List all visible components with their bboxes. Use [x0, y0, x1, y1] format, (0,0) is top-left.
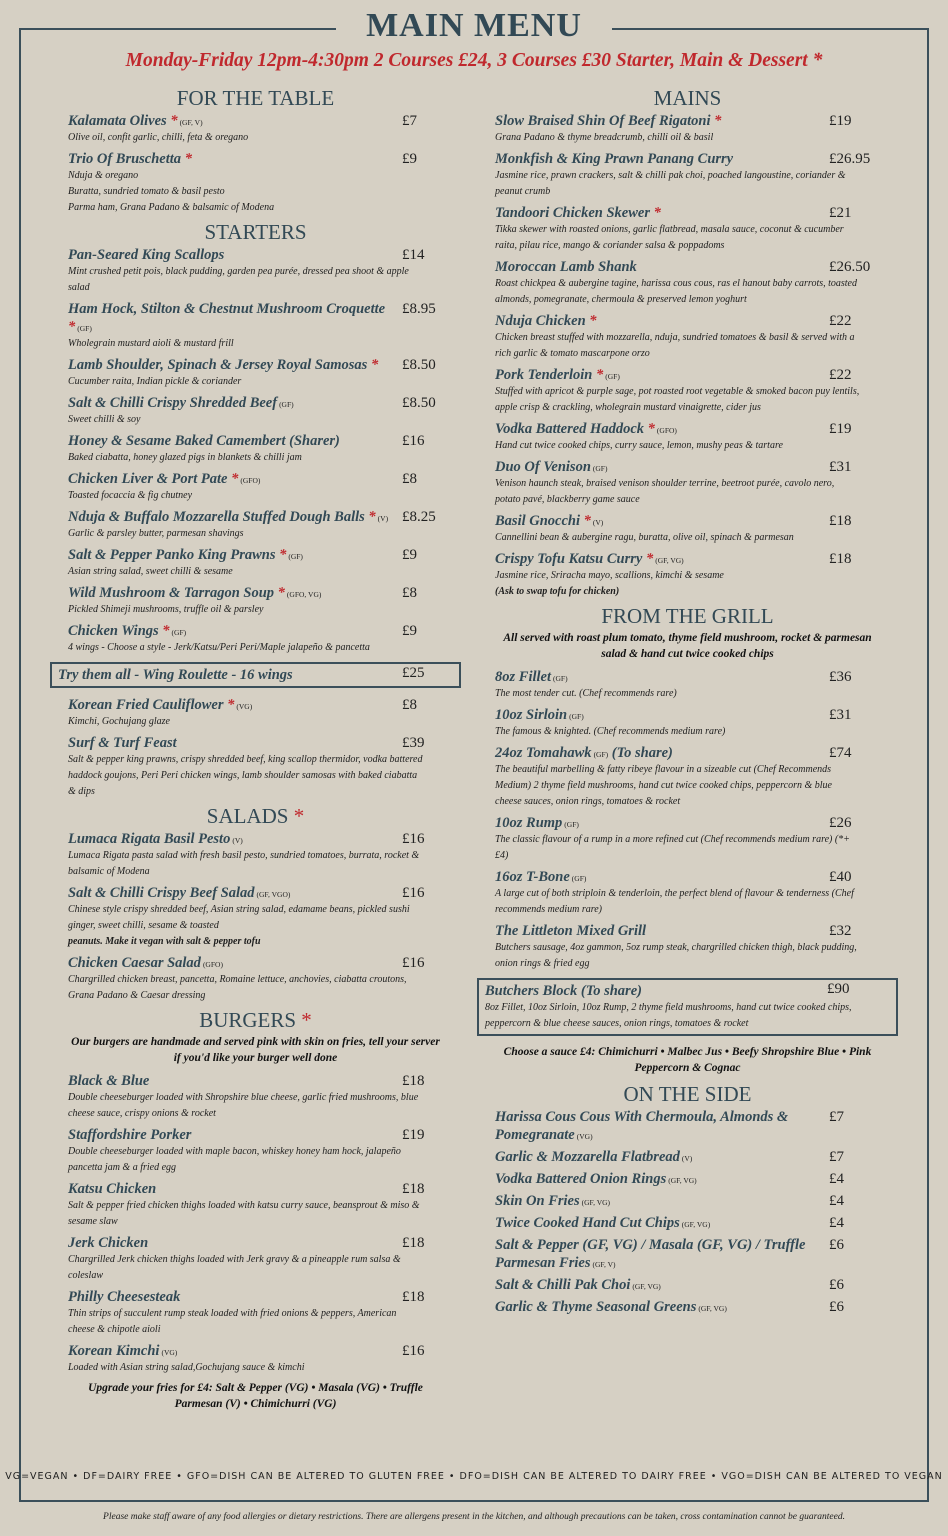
item-price: £26.95 — [829, 151, 871, 167]
dietary-tag: (GF) — [569, 712, 584, 721]
asterisk: * — [279, 547, 287, 563]
item-description: Chargrilled Jerk chicken thighs loaded with Jerk gravy & a pineapple rum salsa & coleslaw — [68, 1254, 401, 1281]
item-name: Korean Kimchi $^{(VG)}$ — [68, 1343, 178, 1359]
item-price: £16 — [402, 955, 425, 971]
item-name: Try them all - Wing Roulette - 16 wings — [58, 667, 293, 683]
dietary-tag: (GFO, VG) — [286, 590, 322, 599]
right-column — [485, 84, 880, 1320]
item-description: Pickled Shimeji mushrooms, truffle oil & parsley — [68, 604, 264, 615]
dietary-tag: (V) — [681, 1154, 693, 1163]
dietary-tag: (V) — [377, 514, 389, 523]
section-note: Upgrade your fries for £4: Salt & Pepper (VG) • Masala (VG) • Truffle Parmesan (V) • Chimichurri (VG) — [88, 1382, 423, 1410]
item-name: Moroccan Lamb Shank — [495, 259, 637, 275]
dietary-tag: (GF) — [571, 874, 587, 883]
item-name: Tandoori Chicken Skewer * — [495, 205, 661, 221]
item-note-text: (Ask to swap tofu for chicken) — [495, 586, 620, 597]
menu-item — [68, 394, 443, 428]
asterisk: * — [589, 313, 597, 329]
menu-item — [68, 432, 443, 466]
item-name: Slow Braised Shin Of Beef Rigatoni * — [495, 113, 722, 129]
menu-item — [495, 112, 880, 146]
item-price: £26 — [829, 815, 852, 831]
item-name: Monkfish & King Prawn Panang Curry — [495, 151, 734, 167]
item-price: £19 — [402, 1127, 425, 1143]
item-name: Ham Hock, Stilton & Chestnut Mushroom Croquette * $^{(GF)}$ — [68, 301, 386, 335]
item-price: £7 — [402, 113, 417, 129]
asterisk: * — [301, 1008, 312, 1032]
item-description: Olive oil, confit garlic, chilli, feta & oregano — [68, 132, 249, 143]
menu-item — [68, 622, 443, 656]
item-name: 16oz T-Bone $^{(GF)}$ — [495, 869, 587, 885]
item-name: 24oz Tomahawk $^{(GF)}$ (To share) — [495, 745, 673, 761]
item-name: Harissa Cous Cous With Chermoula, Almonds & Pomegranate $^{(VG)}$ — [495, 1109, 789, 1143]
menu-item — [68, 300, 443, 352]
menu-item — [495, 706, 880, 740]
asterisk: * — [293, 804, 305, 828]
asterisk: * — [595, 367, 604, 383]
asterisk: * — [170, 113, 178, 129]
menu-item — [495, 868, 880, 918]
item-name: Lumaca Rigata Basil Pesto $^{(V)}$ — [68, 831, 243, 847]
menu-item — [495, 512, 880, 546]
menu-item — [68, 470, 443, 504]
item-name: Butchers Block (To share) — [485, 983, 642, 999]
section-note: All served with roast plum tomato, thyme field mushroom, rocket & parmesan salad & hand cut twice cooked chips — [503, 632, 872, 660]
item-price: £18 — [829, 551, 852, 567]
menu-item — [495, 1236, 880, 1272]
asterisk: * — [583, 513, 591, 529]
item-name: Korean Fried Cauliflower * $^{(VG)}$ — [68, 697, 253, 713]
asterisk: * — [68, 319, 76, 335]
item-name: Pan-Seared King Scallops — [68, 247, 225, 263]
item-price: £8 — [402, 697, 417, 713]
item-price: £14 — [402, 247, 425, 263]
menu-item — [68, 1288, 443, 1338]
menu-item — [495, 1192, 880, 1210]
dietary-tag: (GF, VG) — [632, 1282, 661, 1291]
item-price: £16 — [402, 831, 425, 847]
dietary-key: VG=VEGAN • DF=DAIRY FREE • GFO=DISH CAN BE ALTERED TO GLUTEN FREE • DFO=DISH CAN BE ALTERED TO DAIRY FREE • VGO=DISH CAN BE ALTERED TO VEGAN — [5, 1471, 943, 1482]
item-description: Double cheeseburger loaded with Shropshire blue cheese, garlic fried mushrooms, blue cheese sauce, crispy onions & rocket — [68, 1092, 419, 1119]
item-price: £16 — [402, 433, 425, 449]
item-price: £74 — [829, 745, 852, 761]
section-note: Our burgers are handmade and served pink with skin on fries, tell your server if you'd like your burger well done — [71, 1036, 440, 1064]
dietary-tag: (GF) — [592, 464, 608, 473]
item-price: £9 — [402, 547, 417, 563]
menu-item — [495, 1276, 880, 1294]
item-description: Lumaca Rigata pasta salad with fresh basil pesto, sundried tomatoes, burrata, rocket & balsamic of Modena — [68, 850, 420, 877]
item-price: £16 — [402, 1343, 425, 1359]
menu-item — [495, 668, 880, 702]
menu-item — [68, 1342, 443, 1376]
item-description: The most tender cut. (Chef recommends rare) — [495, 688, 677, 699]
item-price: £39 — [402, 735, 425, 751]
menu-item — [68, 246, 443, 296]
item-price: £31 — [829, 459, 852, 475]
asterisk: * — [368, 509, 376, 525]
item-name: Chicken Liver & Port Pate * $^{(GFO)}$ — [68, 471, 261, 487]
item-name: Chicken Wings * $^{(GF)}$ — [68, 623, 187, 639]
item-name: Lamb Shoulder, Spinach & Jersey Royal Samosas * — [68, 357, 379, 373]
butchers-block-box — [477, 978, 898, 1036]
item-price: £8.25 — [402, 509, 436, 525]
dietary-tag: (GF, VG) — [681, 1220, 711, 1229]
item-description: Chinese style crispy shredded beef, Asian string salad, edamame beans, pickled sushi ginger, sweet chilli, sesame & toasted — [68, 904, 410, 931]
item-description: Stuffed with apricot & purple sage, pot roasted root vegetable & smoked bacon puy lentils, apple crisp & crackling, wholegrain mustard vinaigrette, cider jus — [495, 386, 860, 413]
dietary-tag: (GF) — [171, 628, 187, 637]
item-description: Jasmine rice, Sriracha mayo, scallions, kimchi & sesame — [495, 570, 724, 581]
dietary-tag: (VG) — [236, 702, 253, 711]
asterisk: * — [277, 585, 285, 601]
section-heading: ON THE SIDE — [623, 1082, 752, 1106]
item-price: £7 — [829, 1149, 844, 1165]
promo-banner: Monday-Friday 12pm-4:30pm 2 Courses £24, 3 Courses £30 Starter, Main & Dessert * — [125, 50, 823, 71]
item-name: Duo Of Venison $^{(GF)}$ — [495, 459, 608, 475]
item-name: Crispy Tofu Katsu Curry * $^{(GF, VG)}$ — [495, 551, 684, 567]
item-description: Salt & pepper king prawns, crispy shredded beef, king scallop thermidor, vodka battered haddock goujons, Peri Peri chicken wings, lamb shoulder samosas with baked ciabatta & dips — [68, 754, 423, 797]
item-name: Chicken Caesar Salad $^{(GFO)}$ — [68, 955, 223, 971]
dietary-tag: (GF) — [593, 750, 609, 759]
dietary-tag: (GF) — [77, 324, 92, 333]
item-price: £36 — [829, 669, 852, 685]
item-extra: (To share) — [611, 745, 673, 761]
item-name: 8oz Fillet $^{(GF)}$ — [495, 669, 568, 685]
menu-item — [68, 696, 443, 730]
section-heading: MAINS — [653, 86, 722, 110]
dietary-tag: (GFO) — [202, 960, 223, 969]
dietary-tag: (GF) — [564, 820, 579, 829]
item-description: Mint crushed petit pois, black pudding, garden pea purée, dressed pea shoot & apple salad — [68, 266, 409, 293]
item-name: Wild Mushroom & Tarragon Soup * $^{(GFO, VG)}$ — [68, 585, 322, 601]
dietary-tag: (GF, VG) — [668, 1176, 697, 1185]
menu-item — [68, 884, 443, 950]
item-name: 10oz Sirloin $^{(GF)}$ — [495, 707, 584, 723]
item-description: Chicken breast stuffed with mozzarella, nduja, sundried tomatoes & basil & served with a rich garlic & tomato mascarpone orzo — [495, 332, 855, 359]
item-price: £31 — [829, 707, 852, 723]
item-name: Honey & Sesame Baked Camembert (Sharer) — [68, 433, 340, 449]
menu-item — [68, 1072, 443, 1122]
item-price: £4 — [829, 1171, 844, 1187]
item-name: Surf & Turf Feast — [68, 735, 177, 751]
item-name: Basil Gnocchi * $^{(V)}$ — [495, 513, 604, 529]
item-name: Staffordshire Porker — [68, 1127, 192, 1143]
section-heading: SALADS * — [206, 804, 305, 828]
item-price: £6 — [829, 1237, 844, 1253]
item-price: £4 — [829, 1215, 844, 1231]
item-description: Kimchi, Gochujang glaze — [68, 716, 170, 727]
section-heading: FROM THE GRILL — [601, 604, 774, 628]
item-description: Asian string salad, sweet chilli & sesame — [68, 566, 233, 577]
menu-item — [68, 112, 443, 146]
title-wrap — [0, 6, 948, 46]
item-price: £18 — [402, 1073, 425, 1089]
item-description: Jasmine rice, prawn crackers, salt & chilli pak choi, poached langoustine, coriander & peanut crumb — [495, 170, 846, 197]
item-description: Double cheeseburger loaded with maple bacon, whiskey honey ham hock, jalapeño pancetta jam & a fried egg — [68, 1146, 401, 1173]
item-price: £26.50 — [829, 259, 871, 275]
item-description: The beautiful marbelling & fatty ribeye flavour in a sizeable cut (Chef Recommends Medium) 2 thyme field mushrooms, hand cut twice cooked chips, peppercorn & blue cheese sauces, onion rings, tomatoes & rocket — [495, 764, 832, 807]
dietary-tag: (GF) — [553, 674, 568, 683]
item-price: £9 — [402, 151, 417, 167]
item-description: Hand cut twice cooked chips, curry sauce, lemon, mushy peas & tartare — [495, 440, 783, 451]
item-name: Salt & Chilli Pak Choi $^{(GF, VG)}$ — [495, 1277, 661, 1293]
dietary-tag: (GF) — [279, 400, 294, 409]
item-description: Loaded with Asian string salad,Gochujang sauce & kimchi — [68, 1362, 305, 1373]
dietary-tag: (GF, VG) — [655, 556, 684, 565]
item-description: Nduja & oregano — [68, 170, 139, 181]
item-description: Parma ham, Grana Padano & balsamic of Modena — [68, 202, 275, 213]
item-description: Cannellini bean & aubergine ragu, buratta, olive oil, spinach & parmesan — [495, 532, 794, 543]
item-name: Philly Cheesesteak — [68, 1289, 181, 1305]
item-price: £8.95 — [402, 301, 436, 317]
item-description: Thin strips of succulent rump steak loaded with fried onions & peppers, American cheese & chipotle aioli — [68, 1308, 397, 1335]
item-description: Toasted focaccia & fig chutney — [68, 490, 193, 501]
menu-item — [495, 550, 880, 600]
item-description: The classic flavour of a rump in a more refined cut (Chef recommends medium rare) (*+£4) — [495, 834, 850, 861]
item-price: £4 — [829, 1193, 844, 1209]
item-note — [495, 584, 880, 600]
dietary-tag: (GF, VG) — [698, 1304, 727, 1313]
menu-item — [495, 1298, 880, 1316]
menu-item — [495, 366, 880, 416]
item-extra: (To share) — [580, 983, 642, 999]
item-price: £18 — [402, 1181, 425, 1197]
menu-item — [495, 458, 880, 508]
item-name: Black & Blue — [68, 1073, 150, 1089]
item-price: £18 — [402, 1235, 425, 1251]
item-description: The famous & knighted. (Chef recommends medium rare) — [495, 726, 726, 737]
item-description: Tikka skewer with roasted onions, garlic flatbread, masala sauce, coconut & cucumber raita, pilau rice, mango & coriander salsa & poppadoms — [495, 224, 844, 251]
dietary-tag: (V) — [592, 518, 604, 527]
item-price: £19 — [829, 113, 852, 129]
menu-item — [495, 258, 880, 308]
item-name: Pork Tenderloin * $^{(GF)}$ — [495, 367, 620, 383]
menu-item — [68, 356, 443, 390]
dietary-tag: (VG) — [576, 1132, 593, 1141]
item-description: Chargrilled chicken breast, pancetta, Romaine lettuce, anchovies, ciabatta croutons, Grana Padano & Caesar dressing — [68, 974, 407, 1001]
item-name: Garlic & Thyme Seasonal Greens $^{(GF, VG)}$ — [495, 1299, 727, 1315]
asterisk: * — [653, 205, 661, 221]
item-price: £22 — [829, 313, 852, 329]
item-description: Venison haunch steak, braised venison shoulder terrine, beetroot purée, cavolo nero, potato pavé, blackberry game sauce — [495, 478, 835, 505]
item-name: Vodka Battered Haddock * $^{(GFO)}$ — [495, 421, 677, 437]
item-name: The Littleton Mixed Grill — [495, 923, 647, 939]
item-price: £8 — [402, 585, 417, 601]
item-name: Kalamata Olives * $^{(GF, V)}$ — [68, 113, 203, 129]
item-description: Butchers sausage, 4oz gammon, 5oz rump steak, chargrilled chicken thigh, black pudding, onion rings & fried egg — [495, 942, 857, 969]
menu-item — [495, 204, 880, 254]
section-heading: STARTERS — [204, 220, 307, 244]
item-description: Wholegrain mustard aioli & mustard frill — [68, 338, 234, 349]
section-note: Choose a sauce £4: Chimichurri • Malbec Jus • Beefy Shropshire Blue • Pink Peppercorn & Cognac — [503, 1046, 872, 1074]
menu-item — [68, 584, 443, 618]
dietary-tag: (GF, VGO) — [256, 890, 291, 899]
menu-item — [68, 830, 443, 880]
menu-item — [68, 508, 443, 542]
item-price: £6 — [829, 1277, 844, 1293]
asterisk: * — [647, 421, 655, 437]
page-title: MAIN MENU — [336, 6, 612, 46]
section-heading: FOR THE TABLE — [176, 86, 335, 110]
dietary-tag: (VG) — [161, 1348, 178, 1357]
asterisk: * — [231, 471, 239, 487]
dietary-tag: (GF, VG) — [581, 1198, 611, 1207]
menu-item — [495, 814, 880, 864]
item-description: Grana Padano & thyme breadcrumb, chilli oil & basil — [495, 132, 714, 143]
menu-item — [68, 1180, 443, 1230]
dietary-tag: (GFO) — [656, 426, 677, 435]
asterisk: * — [227, 697, 235, 713]
item-description: Sweet chilli & soy — [68, 414, 141, 425]
item-price: £8 — [402, 471, 417, 487]
item-price: £9 — [402, 623, 417, 639]
item-description: 4 wings - Choose a style - Jerk/Katsu/Peri Peri/Maple jalapeño & pancetta — [68, 642, 370, 653]
asterisk: * — [645, 551, 654, 567]
item-description: Baked ciabatta, honey glazed pigs in blankets & chilli jam — [68, 452, 302, 463]
item-name: Vodka Battered Onion Rings $^{(GF, VG)}$ — [495, 1171, 697, 1187]
item-name: Katsu Chicken — [68, 1181, 157, 1197]
dietary-tag: (GF, V) — [179, 118, 203, 127]
menu-item — [495, 1170, 880, 1188]
item-name: 10oz Rump $^{(GF)}$ — [495, 815, 579, 831]
menu-item — [68, 150, 443, 216]
dietary-tag: (GF, V) — [592, 1260, 616, 1269]
menu-item — [495, 1108, 880, 1144]
item-price: £25 — [402, 665, 425, 681]
menu-item — [495, 922, 880, 972]
menu-item — [495, 420, 880, 454]
menu-item — [495, 1214, 880, 1232]
item-price: £16 — [402, 885, 425, 901]
item-price: £90 — [827, 981, 850, 997]
item-note — [68, 934, 443, 950]
item-note-text: peanuts. Make it vegan with salt & pepper tofu — [68, 936, 261, 947]
menu-item — [495, 312, 880, 362]
dietary-tag: (GFO) — [240, 476, 261, 485]
menu-item — [495, 744, 880, 810]
menu-item — [68, 734, 443, 800]
asterisk: * — [370, 357, 379, 373]
menu-item — [68, 546, 443, 580]
item-name: Trio Of Bruschetta * — [68, 151, 192, 167]
item-name: Salt & Pepper (GF, VG) / Masala (GF, VG) / Truffle Parmesan Fries $^{(GF, V)}$ — [495, 1237, 806, 1271]
menu-item — [495, 1148, 880, 1166]
menu-item — [68, 954, 443, 1004]
asterisk: * — [184, 151, 192, 167]
item-price: £32 — [829, 923, 852, 939]
asterisk: * — [714, 113, 722, 129]
menu-item — [68, 1234, 443, 1284]
item-description: Roast chickpea & aubergine tagine, harissa cous cous, ras el hanout baby carrots, toasted almonds, pomegranate, chermoula & preserved lemon yoghurt — [495, 278, 857, 305]
item-name: Jerk Chicken — [68, 1235, 149, 1251]
item-price: £18 — [829, 513, 852, 529]
item-description: Cucumber raita, Indian pickle & coriander — [68, 376, 242, 387]
item-name: Garlic & Mozzarella Flatbread $^{(V)}$ — [495, 1149, 693, 1165]
menu-item — [68, 1126, 443, 1176]
item-description: Buratta, sundried tomato & basil pesto — [68, 186, 225, 197]
asterisk: * — [162, 623, 170, 639]
wing-roulette-box — [50, 662, 461, 688]
item-price: £6 — [829, 1299, 844, 1315]
dietary-tag: (V) — [232, 836, 243, 845]
item-name: Twice Cooked Hand Cut Chips $^{(GF, VG)}$ — [495, 1215, 711, 1231]
item-name: Nduja & Buffalo Mozzarella Stuffed Dough Balls * $^{(V)}$ — [68, 509, 389, 525]
item-price: £40 — [829, 869, 852, 885]
item-price: £7 — [829, 1109, 844, 1125]
item-name: Salt & Chilli Crispy Shredded Beef $^{(GF)}$ — [68, 395, 294, 411]
allergen-footer: Please make staff aware of any food allergies or dietary restrictions. There are allergens present in the kitchen, and although precautions can be taken, cross contamination cannot be guaranteed. — [103, 1512, 845, 1522]
item-price: £21 — [829, 205, 852, 221]
item-name: Salt & Chilli Crispy Beef Salad $^{(GF, VGO)}$ — [68, 885, 291, 901]
item-name: Skin On Fries $^{(GF, VG)}$ — [495, 1193, 611, 1209]
dietary-tag: (GF) — [605, 372, 620, 381]
item-price: £8.50 — [402, 357, 436, 373]
menu-item — [495, 150, 880, 200]
item-price: £8.50 — [402, 395, 436, 411]
item-extra: (Sharer) — [289, 433, 340, 449]
item-name: Nduja Chicken * — [495, 313, 597, 329]
item-price: £22 — [829, 367, 852, 383]
item-price: £18 — [402, 1289, 425, 1305]
item-description: Garlic & parsley butter, parmesan shavings — [68, 528, 244, 539]
left-column — [58, 84, 443, 1418]
dietary-tag: (GF) — [288, 552, 303, 561]
item-description: A large cut of both striploin & tenderloin, the perfect blend of flavour & tenderness (Chef recommends medium rare) — [495, 888, 854, 915]
item-description: 8oz Fillet, 10oz Sirloin, 10oz Rump, 2 thyme field mushrooms, hand cut twice cooked chips, peppercorn & blue cheese sauces, onion rings, tomatoes & rocket — [485, 1002, 852, 1029]
section-heading: BURGERS * — [199, 1008, 312, 1032]
item-description: Salt & pepper fried chicken thighs loaded with katsu curry sauce, beansprout & miso & sesame slaw — [68, 1200, 420, 1227]
item-price: £19 — [829, 421, 852, 437]
item-name: Salt & Pepper Panko King Prawns * $^{(GF)}$ — [68, 547, 303, 563]
